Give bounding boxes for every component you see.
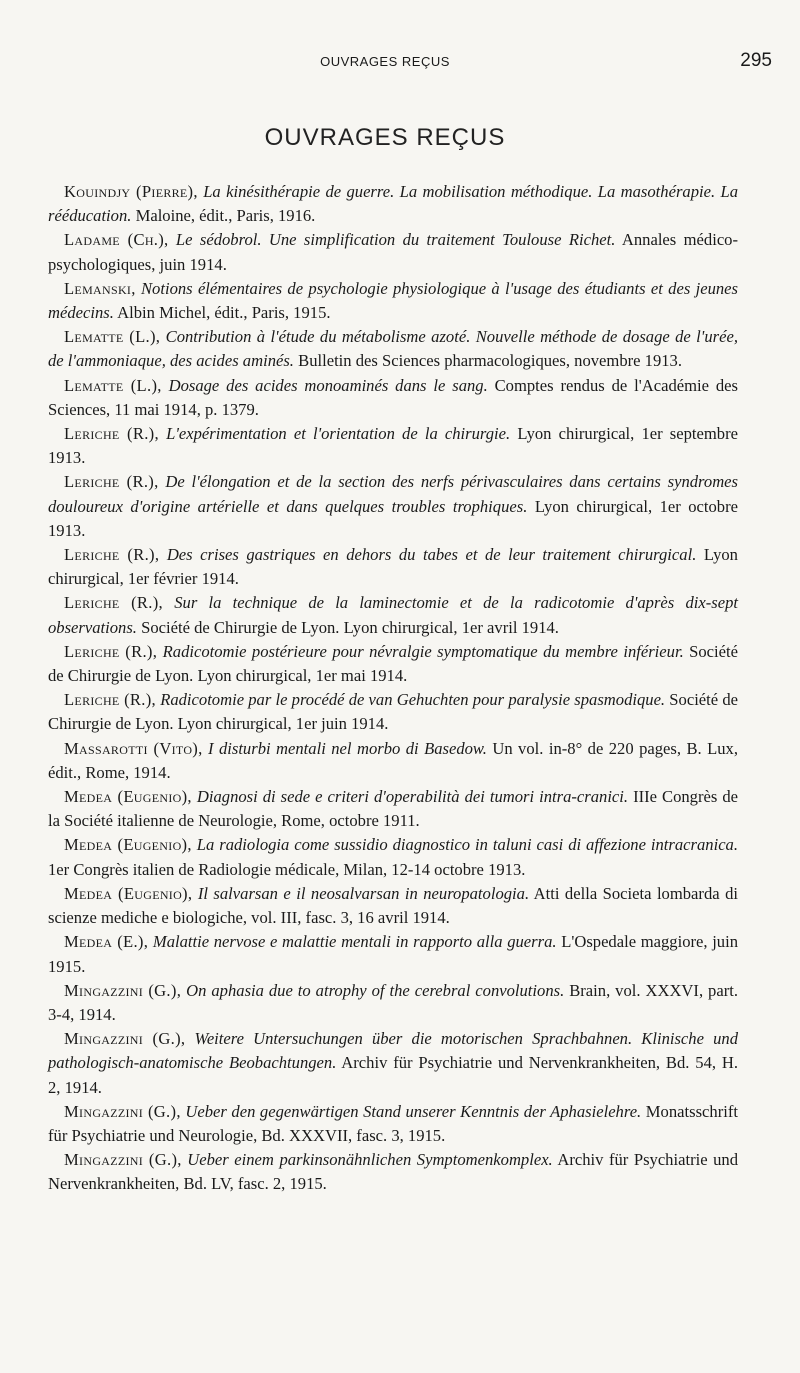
entry-title: Ueber den gegenwärtigen Stand unserer Kenntnis der Aphasielehre. bbox=[185, 1101, 642, 1121]
entry-author: Medea (Eugenio), bbox=[64, 883, 193, 903]
entry-publication: Maloine, édit., Paris, 1916. bbox=[135, 206, 316, 226]
entry-publication: Lyon chirurgical, 1er février 1914. bbox=[48, 545, 738, 589]
running-head bbox=[0, 50, 800, 74]
entry-author: Mingazzini (G.), bbox=[64, 1150, 182, 1170]
bibliography-entry bbox=[48, 543, 738, 591]
entry-author: Lemanski, bbox=[64, 278, 136, 298]
bibliography-entry bbox=[48, 737, 738, 785]
entry-author: Medea (Eugenio), bbox=[64, 835, 192, 855]
entry-title: De l'élongation et de la section des nerfs périvasculaires dans certains syndromes douloureux d'origine artérielle et dans quelques troubles trophiques. bbox=[48, 472, 738, 516]
bibliography-entry bbox=[48, 1148, 738, 1196]
bibliography-entry bbox=[48, 277, 738, 325]
entry-title: Radicotomie par le procédé de van Gehuchten pour paralysie spasmodique. bbox=[160, 690, 666, 710]
entry-publication: Brain, vol. XXXVI, part. 3-4, 1914. bbox=[48, 980, 738, 1024]
bibliography-entry bbox=[48, 325, 738, 373]
entry-title: Dosage des acides monoaminés dans le sang. bbox=[168, 375, 488, 395]
entry-publication: Société de Chirurgie de Lyon. Lyon chirurgical, 1er juin 1914. bbox=[48, 690, 738, 734]
entry-title: Sur la technique de la laminectomie et de la radicotomie d'après dix-sept observations. bbox=[48, 593, 738, 637]
bibliography-entry bbox=[48, 1100, 738, 1148]
entry-publication: Bulletin des Sciences pharmacologiques, novembre 1913. bbox=[298, 351, 682, 371]
entry-publication: Archiv für Psychiatrie und Nervenkrankheiten, Bd. 54, H. 2, 1914. bbox=[48, 1053, 738, 1097]
entry-title: Le sédobrol. Une simplification du traitement Toulouse Richet. bbox=[175, 230, 616, 250]
entry-publication: L'Ospedale maggiore, juin 1915. bbox=[48, 932, 739, 976]
entry-title: Diagnosi di sede e criteri d'operabilità dei tumori intra-cranici. bbox=[196, 787, 629, 807]
bibliography-entry bbox=[48, 180, 738, 228]
entry-author: Mingazzini (G.), bbox=[64, 1101, 181, 1121]
entry-title: La kinésithérapie de guerre. La mobilisation méthodique. La masothérapie. La rééducation. bbox=[48, 182, 738, 226]
bibliography-entry bbox=[48, 833, 738, 881]
entry-title: Weitere Untersuchungen über die motorischen Sprachbahnen. Klinische und pathologisch-anatomische Beobachtungen. bbox=[48, 1029, 738, 1073]
entry-title: L'expérimentation et l'orientation de la chirurgie. bbox=[166, 424, 511, 444]
bibliography-entry bbox=[48, 591, 738, 639]
section-title: OUVRAGES REÇUS bbox=[264, 124, 506, 151]
entry-author: Leriche (R.), bbox=[64, 424, 159, 444]
bibliography-entry bbox=[48, 1027, 738, 1100]
entry-publication: Comptes rendus de l'Académie des Sciences, 11 mai 1914, p. 1379. bbox=[48, 375, 738, 419]
entry-author: Medea (Eugenio), bbox=[64, 787, 192, 807]
entry-publication: Lyon chirurgical, 1er octobre 1913. bbox=[48, 496, 738, 540]
entry-publication: Un vol. in-8° de 220 pages, B. Lux, édit., Rome, 1914. bbox=[48, 738, 738, 782]
bibliography-entry bbox=[48, 228, 738, 276]
bibliography-entry bbox=[48, 470, 738, 543]
bibliography-entry bbox=[48, 882, 738, 930]
entry-author: Leriche (R.), bbox=[64, 690, 156, 710]
entry-title: Malattie nervose e malattie mentali in rapporto alla guerra. bbox=[152, 932, 557, 952]
entry-title: La radiologia come sussidio diagnostico in taluni casi di affezione intracranica. bbox=[196, 835, 739, 855]
bibliography-entry bbox=[48, 688, 738, 736]
entry-publication: IIIe Congrès de la Société italienne de Neurologie, Rome, octobre 1911. bbox=[48, 787, 738, 831]
entry-author: Leriche (R.), bbox=[64, 545, 160, 565]
entry-title: Il salvarsan e il neosalvarsan in neuropatologia. bbox=[197, 883, 530, 903]
entry-author: Leriche (R.), bbox=[64, 641, 158, 661]
entry-title: Contribution à l'étude du métabolisme azoté. Nouvelle méthode de dosage de l'urée, de l'ammoniaque, des acides aminés. bbox=[48, 327, 738, 371]
entry-publication: Monatsschrift für Psychiatrie und Neurologie, Bd. XXXVII, fasc. 3, 1915. bbox=[48, 1101, 738, 1145]
entry-publication: Société de Chirurgie de Lyon. Lyon chirurgical, 1er mai 1914. bbox=[48, 641, 738, 686]
entry-publication: Annales médico-psychologiques, juin 1914. bbox=[48, 230, 739, 274]
entry-publication: Albin Michel, édit., Paris, 1915. bbox=[117, 303, 331, 323]
entry-author: Leriche (R.), bbox=[64, 472, 159, 492]
entry-author: Massarotti (Vito), bbox=[64, 738, 203, 758]
page-number: 295 bbox=[740, 50, 772, 71]
entry-title: Des crises gastriques en dehors du tabes et de leur traitement chirurgical. bbox=[166, 545, 697, 565]
bibliography-entry bbox=[48, 785, 738, 833]
running-head-title: OUVRAGES REÇUS bbox=[320, 54, 450, 69]
bibliography-entry bbox=[48, 374, 738, 422]
entry-publication: Société de Chirurgie de Lyon. Lyon chirurgical, 1er avril 1914. bbox=[141, 617, 559, 637]
bibliography-entry bbox=[48, 979, 738, 1027]
bibliography-entry bbox=[48, 930, 738, 978]
entry-title: Radicotomie postérieure pour névralgie symptomatique du membre inférieur. bbox=[162, 641, 684, 661]
entry-author: Lematte (L.), bbox=[64, 327, 161, 347]
entry-publication: 1er Congrès italien de Radiologie médicale, Milan, 12-14 octobre 1913. bbox=[48, 859, 526, 879]
bibliography-entry bbox=[48, 640, 738, 688]
entry-title: On aphasia due to atrophy of the cerebral convolutions. bbox=[186, 980, 565, 1000]
entry-author: Kouindjy (Pierre), bbox=[64, 182, 198, 201]
entry-publication: Lyon chirurgical, 1er septembre 1913. bbox=[48, 424, 738, 468]
entry-author: Mingazzini (G.), bbox=[64, 1029, 186, 1049]
bibliography-entry bbox=[48, 422, 738, 470]
entry-author: Ladame (Ch.), bbox=[64, 230, 169, 250]
entry-author: Lematte (L.), bbox=[64, 375, 162, 395]
entry-title: Notions élémentaires de psychologie physiologique à l'usage des étudiants et des jeunes médecins. bbox=[48, 278, 738, 323]
entry-title: I disturbi mentali nel morbo di Basedow. bbox=[208, 738, 487, 758]
entry-publication: Archiv für Psychiatrie und Nervenkrankheiten, Bd. LV, fasc. 2, 1915. bbox=[48, 1150, 738, 1194]
entry-title: Ueber einem parkinsonähnlichen Symptomenkomplex. bbox=[187, 1150, 553, 1170]
entry-author: Mingazzini (G.), bbox=[64, 980, 182, 1000]
entry-author: Leriche (R.), bbox=[64, 593, 163, 613]
bibliography-list bbox=[48, 180, 738, 1197]
entry-publication: Atti della Societa lombarda di scienze mediche e biologiche, vol. III, fasc. 3, 16 avril 1914. bbox=[48, 883, 738, 928]
entry-author: Medea (E.), bbox=[64, 932, 149, 952]
